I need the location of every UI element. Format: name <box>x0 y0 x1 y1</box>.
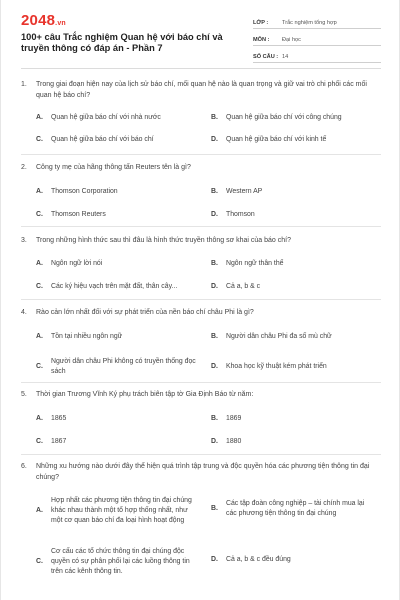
option-a[interactable] <box>36 414 206 424</box>
option-text: Cả a, b & c <box>226 282 261 290</box>
question-number: 5. <box>21 391 27 398</box>
option-text: Ngôn ngữ lời nói <box>51 259 103 267</box>
option-a[interactable] <box>36 332 206 342</box>
options <box>21 247 381 293</box>
option-letter: D. <box>211 210 218 218</box>
question-number: 3. <box>21 237 27 244</box>
option-d[interactable] <box>211 135 381 145</box>
option-b[interactable] <box>211 113 381 123</box>
options <box>21 174 381 220</box>
option-letter: B. <box>211 505 218 512</box>
question-stem <box>21 163 381 174</box>
option-text: 1880 <box>226 437 242 445</box>
question-divider <box>21 454 381 455</box>
option-a[interactable] <box>36 113 206 123</box>
options <box>21 319 381 383</box>
meta-row-count <box>253 48 381 63</box>
question-text: Trong giai đoạn hiện nay của lịch sử báo chí, mối quan hệ nào là quan trọng và giữ vai trò chi phối các mối quan hệ báo chí? <box>36 81 367 99</box>
option-d[interactable] <box>211 437 381 447</box>
question-4 <box>21 308 381 383</box>
question-text: Trong những hình thức sau thì đâu là hình thức truyền thông sơ khai của báo chí? <box>36 237 291 244</box>
option-d[interactable] <box>211 210 381 220</box>
option-letter: B. <box>211 187 218 195</box>
option-text: Các ký hiệu vạch trên mặt đất, thân cây... <box>51 282 178 290</box>
option-text: Người dân châu Phi đa số mù chữ <box>226 332 332 340</box>
option-d[interactable] <box>211 555 381 565</box>
option-letter: D. <box>211 556 218 563</box>
option-text: Quan hệ giữa báo chí với báo chí <box>51 136 154 143</box>
options <box>21 101 381 141</box>
option-c[interactable] <box>36 282 206 292</box>
question-stem <box>21 236 381 247</box>
question-text: Rào cản lớn nhất đối với sự phát triển của nền báo chí châu Phi là gì? <box>36 309 254 316</box>
question-5 <box>21 390 381 447</box>
question-divider <box>21 299 381 300</box>
question-divider <box>21 154 381 155</box>
option-letter: A. <box>36 114 43 121</box>
option-letter: D. <box>211 437 218 445</box>
option-letter: C. <box>36 558 43 565</box>
option-text: Quan hệ giữa báo chí với kinh tế <box>226 136 327 143</box>
question-text: Thời gian Trương Vĩnh Ký phụ trách biên tập tờ Gia Định Báo từ năm: <box>36 391 254 398</box>
option-b[interactable] <box>211 414 381 424</box>
question-text: Công ty mẹ của hãng thông tấn Reuters tên là gì? <box>36 164 191 171</box>
question-stem <box>21 308 381 319</box>
meta-row-subject <box>253 31 381 46</box>
option-letter: C. <box>36 362 43 370</box>
option-letter: A. <box>36 332 43 340</box>
option-b[interactable] <box>211 332 381 342</box>
option-text: Quan hệ giữa báo chí với công chúng <box>226 114 342 121</box>
option-b[interactable] <box>211 259 381 269</box>
option-d[interactable] <box>211 282 381 292</box>
option-text: Western AP <box>226 187 263 195</box>
question-6 <box>21 462 381 595</box>
option-c[interactable] <box>36 357 211 377</box>
question-divider <box>21 382 381 383</box>
option-letter: A. <box>36 187 43 195</box>
option-letter: A. <box>36 414 43 422</box>
option-d[interactable] <box>211 362 381 372</box>
question-1 <box>21 80 381 141</box>
option-text: Cơ cấu các tổ chức thông tin đại chúng độc quyền có sự phân phối lại các luồng thông tin trên các kênh thông tin. <box>51 548 190 575</box>
question-3 <box>21 236 381 293</box>
question-number: 2. <box>21 164 27 171</box>
option-letter: A. <box>36 507 43 514</box>
meta-value: Đại học <box>282 37 301 43</box>
meta-label: SỐ CÂU : <box>253 54 279 60</box>
question-stem <box>21 80 381 101</box>
option-letter: C. <box>36 210 43 218</box>
option-letter: D. <box>211 136 218 143</box>
option-b[interactable] <box>211 187 381 197</box>
option-a[interactable] <box>36 259 206 269</box>
header-divider <box>21 68 381 69</box>
option-b[interactable] <box>211 497 381 521</box>
option-text: Tồn tại nhiều ngôn ngữ <box>51 332 123 340</box>
option-text: Thomson <box>226 210 255 218</box>
option-text: 1865 <box>51 414 67 422</box>
meta-value: Trắc nghiệm tổng hợp <box>282 20 337 26</box>
options <box>21 483 381 595</box>
question-number: 6. <box>21 463 27 470</box>
logo-text: 2048 <box>21 12 56 29</box>
meta-row-class <box>253 14 381 29</box>
option-letter: C. <box>36 136 43 143</box>
question-divider <box>21 226 381 227</box>
option-c[interactable] <box>36 545 211 579</box>
option-letter: C. <box>36 282 43 290</box>
meta-value: 14 <box>282 54 289 60</box>
question-number: 1. <box>21 81 27 88</box>
option-c[interactable] <box>36 437 206 447</box>
option-text: Cả a, b & c đều đúng <box>226 556 291 563</box>
option-letter: B. <box>211 259 218 267</box>
option-letter: C. <box>36 437 43 445</box>
option-text: Thomson Reuters <box>51 210 106 218</box>
document-meta <box>253 14 381 65</box>
option-letter: B. <box>211 332 218 340</box>
option-c[interactable] <box>36 135 206 145</box>
document-header <box>21 10 381 64</box>
option-text: Khoa học kỹ thuật kém phát triển <box>226 362 327 370</box>
option-letter: B. <box>211 114 218 121</box>
document-title: 100+ câu Trắc nghiệm Quan hệ với báo chí và truyền thông có đáp án - Phần 7 <box>21 32 223 53</box>
option-letter: A. <box>36 259 43 267</box>
site-logo[interactable] <box>21 12 66 29</box>
meta-label: LỚP : <box>253 20 269 26</box>
option-text: 1869 <box>226 414 242 422</box>
question-text: Những xu hướng nào dưới đây thể hiện quá trình tập trung và độc quyền hóa các phương tiện thông tin đại chúng? <box>36 463 370 481</box>
option-letter: D. <box>211 362 218 370</box>
options <box>21 401 381 447</box>
option-text: Người dân châu Phi không có truyền thống đọc sách <box>51 357 196 375</box>
option-a[interactable] <box>36 187 206 197</box>
option-text: Hợp nhất các phương tiện thông tin đại chúng khác nhau thành một tổ hợp thống nhất, như một cơ quan báo chí đa loại hình hoạt động <box>51 497 192 524</box>
option-letter: D. <box>211 282 218 290</box>
option-a[interactable] <box>36 489 211 533</box>
meta-label: MÔN : <box>253 37 270 43</box>
option-text: Các tập đoàn công nghiệp – tài chính mua lại các phương tiện thông tin đại chúng <box>226 500 365 517</box>
question-number: 4. <box>21 309 27 316</box>
logo-tld: .vn <box>55 20 66 27</box>
option-text: Thomson Corporation <box>51 187 118 195</box>
question-stem <box>21 390 381 401</box>
question-2 <box>21 163 381 220</box>
option-letter: B. <box>211 414 218 422</box>
option-text: 1867 <box>51 437 67 445</box>
question-stem <box>21 462 381 483</box>
option-c[interactable] <box>36 210 206 220</box>
option-text: Ngôn ngữ thân thể <box>226 259 284 267</box>
option-text: Quan hệ giữa báo chí với nhà nước <box>51 114 161 121</box>
